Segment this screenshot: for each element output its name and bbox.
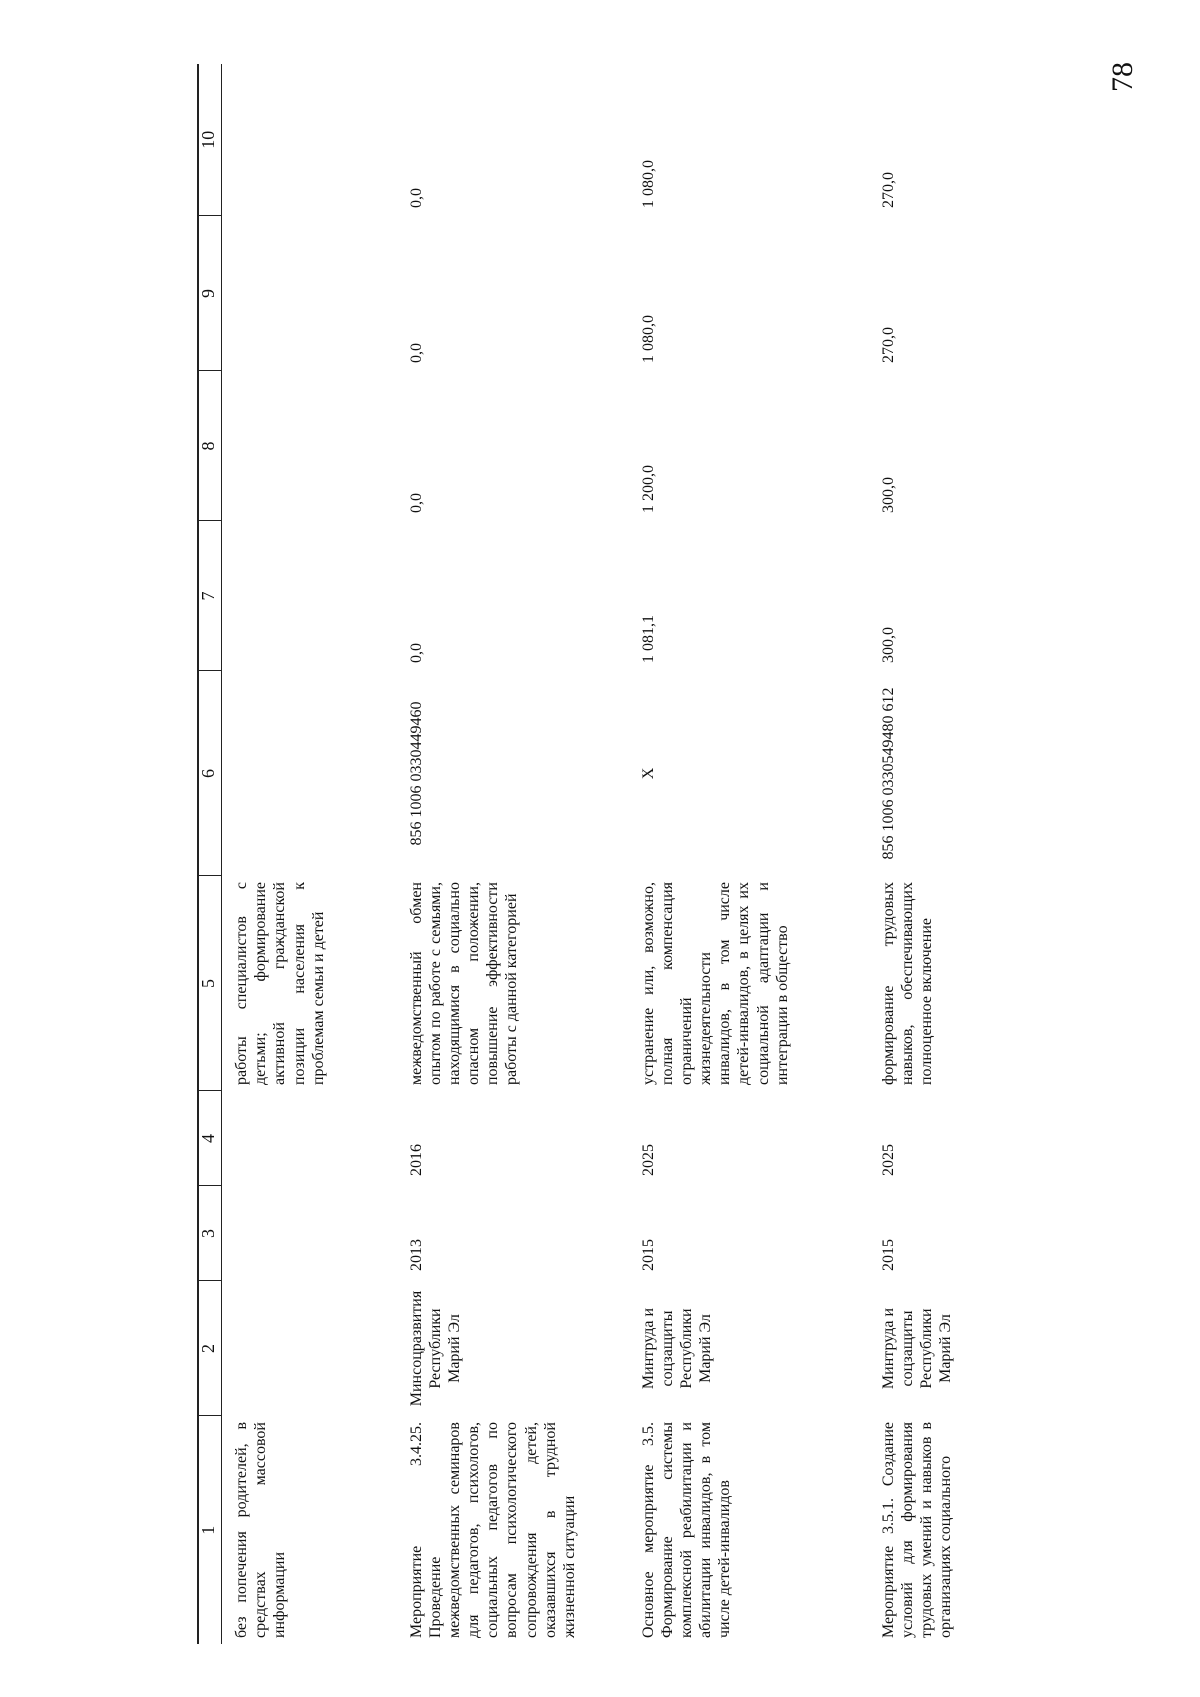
cell-value-10: 270,0: [879, 172, 897, 208]
col-header-10: 10: [197, 64, 222, 216]
cell-value-9: 270,0: [879, 327, 897, 363]
cell-value-9: 1 080,0: [639, 315, 657, 363]
cell-executor: Минсоцразвития Республики Марий Эл: [407, 1290, 463, 1407]
col-header-1: 1: [197, 1416, 222, 1644]
table-row: [397, 64, 629, 1644]
col-header-8: 8: [197, 371, 222, 521]
cell-value-7: 1 081,1: [639, 615, 657, 663]
cell-result: формирование трудовых навыков, обеспечивающих полноценное включение: [879, 882, 935, 1085]
cell-value-8: 300,0: [879, 477, 897, 513]
cell-activity: Мероприятие 3.4.25. Проведение межведомственных семинаров для педагогов, психологов, социальных педагогов по вопросам психологического сопровождения детей, оказавшихся в трудной жизненной ситуации: [407, 1422, 578, 1638]
cell-result: работы специалистов с детьми; формирование активной гражданской позиции населения к проблемам семьи и детей: [233, 882, 327, 1085]
cell-budget-code: [222, 671, 397, 876]
col-header-7: 7: [197, 521, 222, 671]
table-top-rule: [197, 64, 199, 1644]
cell-executor: Минтруда и соцзащиты Республики Марий Эл: [639, 1307, 715, 1390]
col-header-3: 3: [197, 1186, 222, 1281]
cell-activity: Основное мероприятие 3.5. Формирование системы комплексной реабилитации и абилитации инвалидов, в том числе детей-инвалидов: [639, 1422, 734, 1638]
cell-result: межведомственный обмен опытом по работе с семьями, находящимися в социально опасном положении, повышение эффективности работы с данной категорией: [407, 882, 521, 1085]
col-header-4: 4: [197, 1091, 222, 1186]
table-row: [222, 64, 397, 1644]
table-row: [629, 64, 869, 1644]
col-header-5: 5: [197, 876, 222, 1091]
cell-value-7: [222, 521, 397, 671]
cell-value-9: 0,0: [407, 343, 425, 363]
cell-activity: без попечения родителей, в средствах массовой информации: [233, 1422, 289, 1638]
cell-value-9: [222, 216, 397, 371]
cell-value-10: 1 080,0: [639, 160, 657, 208]
cell-value-8: 0,0: [407, 493, 425, 513]
cell-value-8: [222, 371, 397, 521]
cell-end-year: [222, 1091, 397, 1186]
cell-end-year: 2016: [407, 1144, 425, 1176]
program-table: [197, 64, 989, 1644]
page-number: 78: [1106, 62, 1139, 92]
col-header-2: 2: [197, 1281, 222, 1416]
cell-start-year: 2013: [407, 1239, 425, 1271]
rotated-table-container: [197, 64, 1167, 1644]
cell-start-year: [222, 1186, 397, 1281]
cell-value-8: 1 200,0: [639, 465, 657, 513]
cell-executor: [222, 1281, 397, 1416]
header-row: [197, 64, 222, 1644]
col-header-6: 6: [197, 671, 222, 876]
cell-value-7: 0,0: [407, 643, 425, 663]
cell-result: устранение или, возможно, полная компенсация ограничений жизнедеятельности инвалидов, в том числе детей-инвалидов, в целях их социальной адаптации и интеграции в общество: [639, 882, 791, 1085]
table-row: [869, 64, 989, 1644]
cell-budget-code: X: [639, 767, 657, 780]
cell-start-year: 2015: [639, 1239, 657, 1271]
cell-activity: Мероприятие 3.5.1. Создание условий для формирования трудовых умений и навыков в организациях социального: [879, 1422, 955, 1638]
cell-start-year: 2015: [879, 1239, 897, 1271]
cell-end-year: 2025: [879, 1144, 897, 1176]
cell-executor: Минтруда и соцзащиты Республики Марий Эл: [879, 1307, 955, 1390]
cell-value-7: 300,0: [879, 627, 897, 663]
cell-budget-code: 856 1006 0330549480 612: [879, 687, 897, 860]
cell-value-10: 0,0: [407, 188, 425, 208]
cell-budget-code: 856 1006 0330449460: [407, 701, 425, 846]
col-header-9: 9: [197, 216, 222, 371]
cell-value-10: [222, 64, 397, 216]
cell-end-year: 2025: [639, 1144, 657, 1176]
